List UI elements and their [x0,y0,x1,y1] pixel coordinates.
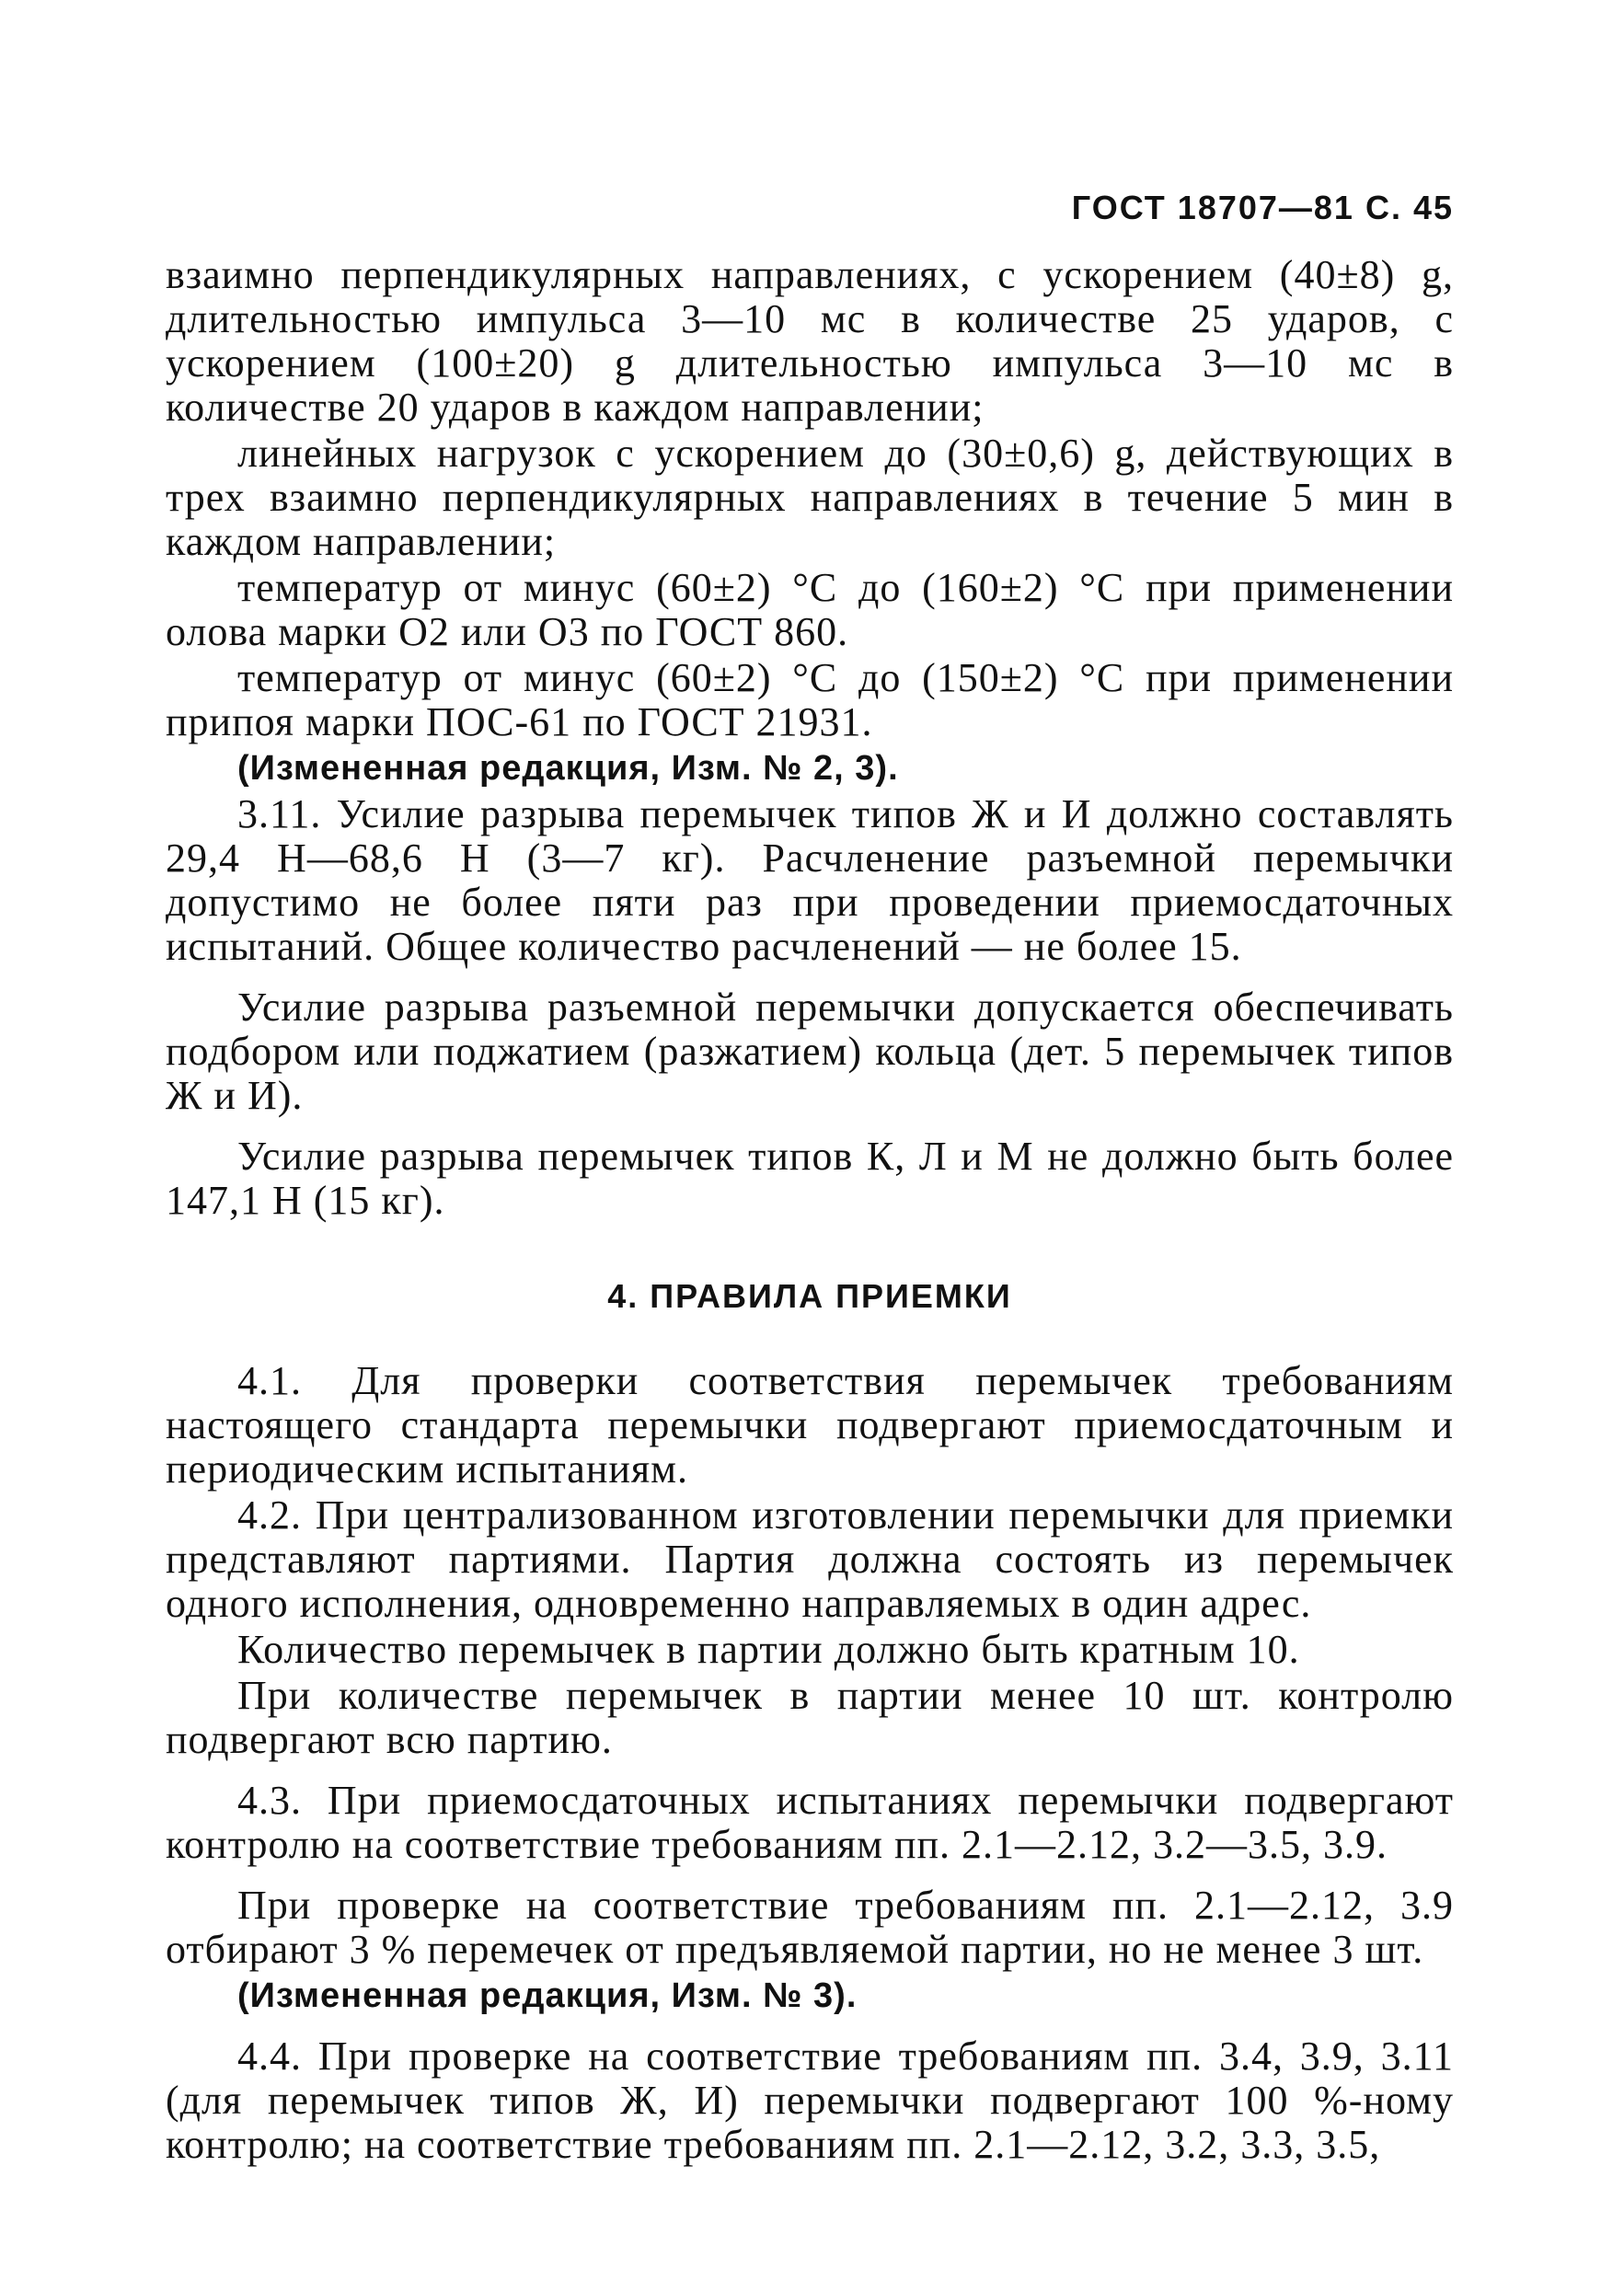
page-header: ГОСТ 18707—81 С. 45 [1071,189,1454,226]
paragraph-sampling: При проверке на соответствие требованиям пп. 2.1—2.12, 3.9 отбирают 3 % перемечек от предъявляемой партии, но не менее 3 шт. [166,1883,1454,1972]
paragraph-batch-multiple: Количество перемычек в партии должно быть кратным 10. [237,1627,1300,1672]
paragraph-rupture-klm: Усилие разрыва перемычек типов К, Л и М не должно быть более 147,1 Н (15 кг). [166,1134,1454,1223]
paragraph-3-11: 3.11. Усилие разрыва перемычек типов Ж и И должно составлять 29,4 Н—68,6 Н (3—7 кг). Расчленение разъемной перемычки допустимо не более пяти раз при проведении приемосдаточных испытаний. Общее количество расчленений — не более 15. [166,791,1454,969]
section-heading: 4. ПРАВИЛА ПРИЕМКИ [607,1277,1012,1315]
paragraph-4-1: 4.1. Для проверки соответствия перемычек требованиям настоящего стандарта перемычки подвергают приемосдаточным и периодическим испытаниям. [166,1358,1454,1492]
amendment-note-2: (Измененная редакция, Изм. № 3). [237,1976,858,2015]
paragraph-linear-loads: линейных нагрузок с ускорением до (30±0,6) g, действующих в трех взаимно перпендикулярных направлениях в течение 5 мин в каждом направлении; [166,431,1454,564]
paragraph-small-batch: При количестве перемычек в партии менее 10 шт. контролю подвергают всю партию. [166,1673,1454,1762]
amendment-note: (Измененная редакция, Изм. № 2, 3). [237,749,899,788]
paragraph-4-4: 4.4. При проверке на соответствие требованиям пп. 3.4, 3.9, 3.11 (для перемычек типов Ж, И) перемычки подвергают 100 %-ному контролю; на соответствие требованиям пп. 2.1—2.12, 3.2, 3.3, 3.5, [166,2034,1454,2167]
paragraph-rupture-force: Усилие разрыва разъемной перемычки допускается обеспечивать подбором или поджатием (разжатием) кольца (дет. 5 перемычек типов Ж и И). [166,985,1454,1118]
paragraph-4-3: 4.3. При приемосдаточных испытаниях перемычки подвергают контролю на соответствие требованиям пп. 2.1—2.12, 3.2—3.5, 3.9. [166,1778,1454,1867]
paragraph-4-2: 4.2. При централизованном изготовлении перемычки для приемки представляют партиями. Партия должна состоять из перемычек одного исполнения, одновременно направляемых в один адрес. [166,1492,1454,1626]
paragraph-continuation: взаимно перпендикулярных направлениях, с ускорением (40±8) g, длительностью импульса 3—10 мс в количестве 25 ударов, с ускорением (100±20) g длительностью импульса 3—10 мс в количестве 20 ударов в каждом направлении; [166,252,1454,430]
paragraph-temperature-tin: температур от минус (60±2) °С до (160±2) °С при применении олова марки О2 или О3 по ГОСТ 860. [166,565,1454,654]
paragraph-temperature-solder: температур от минус (60±2) °С до (150±2) °С при применении припоя марки ПОС-61 по ГОСТ 21931. [166,655,1454,744]
document-body [166,253,1454,2169]
